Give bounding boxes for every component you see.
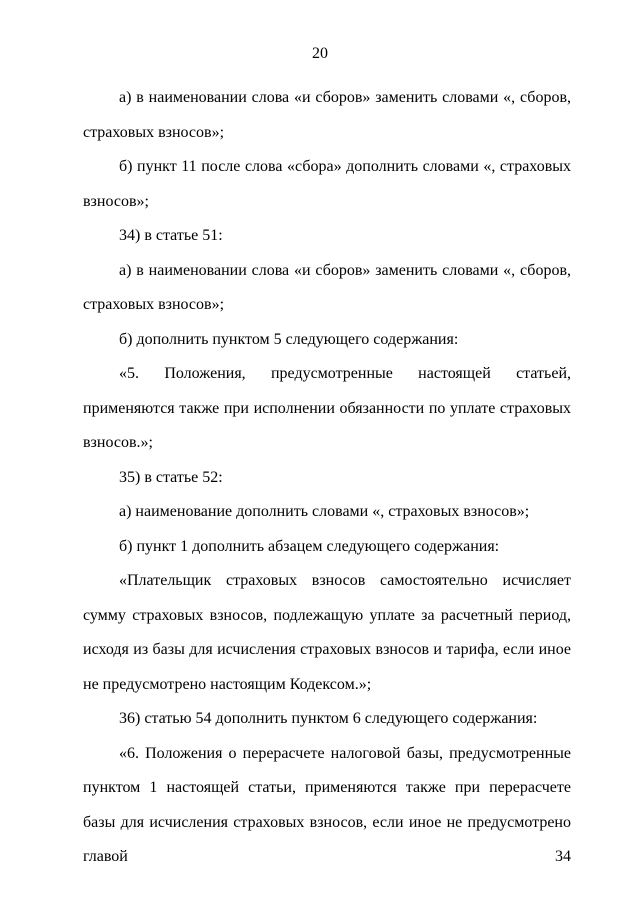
paragraph: а) наименование дополнить словами «, страховых взносов»; <box>119 503 530 520</box>
paragraph: «6. Положения о перерасчете налоговой базы, предусмотренные пунктом 1 настоящей статьи, применяются также при перерасчете базы для исчисления страховых взносов, если иное не предусмотрено главой 34 <box>83 744 571 865</box>
page-number: 20 <box>312 45 328 62</box>
paragraph: 35) в статье 52: <box>119 468 223 486</box>
paragraph: 36) статью 54 дополнить пунктом 6 следующего содержания: <box>119 710 538 727</box>
document-body <box>83 81 571 875</box>
paragraph: а) в наименовании слова «и сборов» заменить словами «, сборов, страховых взносов»; <box>83 89 571 141</box>
paragraph: «Плательщик страховых взносов самостоятельно исчисляет сумму страховых взносов, подлежащую уплате за расчетный период, исходя из базы для исчисления страховых взносов и тарифа, если иное не предусмотрено настоящим Кодексом.»; <box>83 572 571 693</box>
paragraph: 34) в статье 51: <box>119 227 223 244</box>
paragraph: б) дополнить пунктом 5 следующего содержания: <box>119 330 459 348</box>
paragraph: а) в наименовании слова «и сборов» заменить словами «, сборов, страховых взносов»; <box>83 261 571 313</box>
paragraph: «5. Положения, предусмотренные настоящей статьей, применяются также при исполнении обязанности по уплате страховых взносов.»; <box>83 365 571 451</box>
paragraph: б) пункт 11 после слова «сбора» дополнить словами «, страховых взносов»; <box>83 158 571 210</box>
paragraph: б) пункт 1 дополнить абзацем следующего содержания: <box>119 537 500 555</box>
